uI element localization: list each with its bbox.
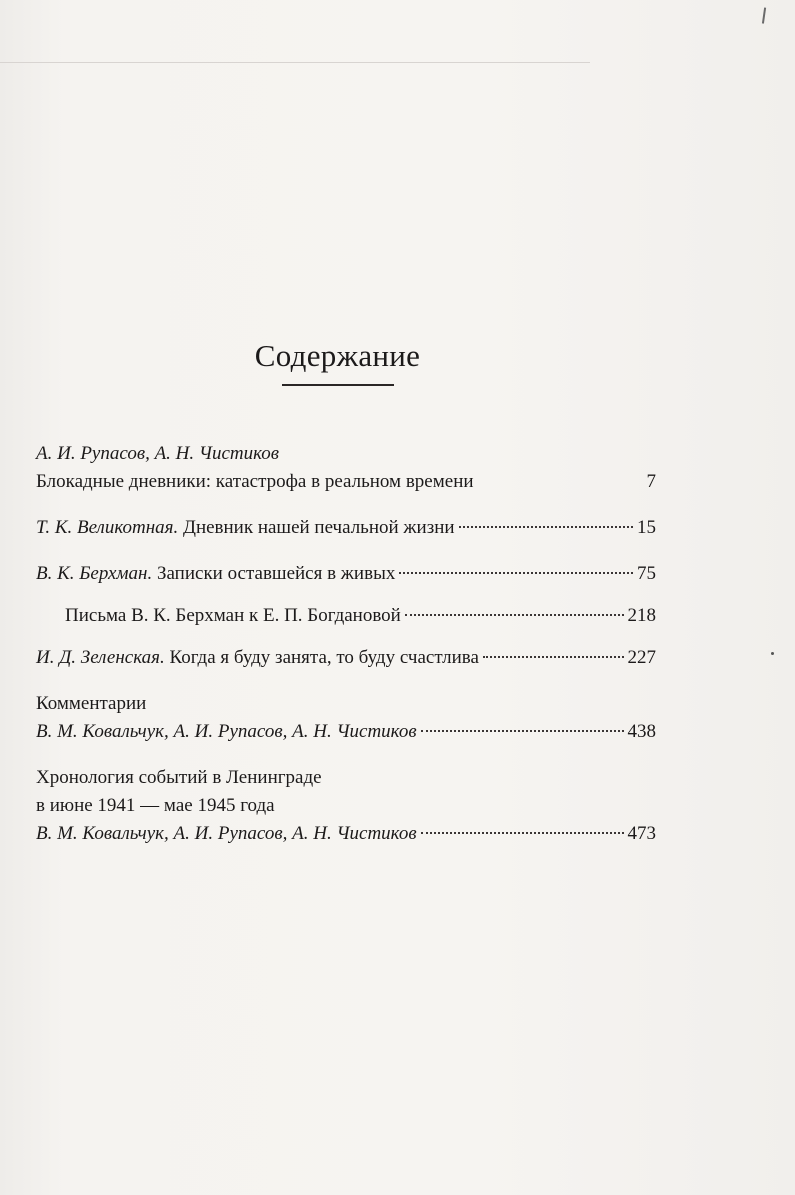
toc-entry[interactable] xyxy=(36,644,656,672)
toc-title: Дневник нашей печальной жизни xyxy=(182,517,455,538)
toc-page-number: 7 xyxy=(646,471,656,492)
toc-page-number: 438 xyxy=(627,721,656,742)
page-title: Содержание xyxy=(254,338,421,373)
toc-author: В. М. Ковальчук, А. И. Рупасов, А. Н. Чистиков xyxy=(36,721,417,742)
toc-title: Когда я буду занята, то буду счастлива xyxy=(169,647,479,668)
page-corner-mark xyxy=(762,8,772,25)
toc-leader xyxy=(405,614,624,616)
toc-title-continued: в июне 1941 — мае 1945 года xyxy=(36,795,275,816)
toc-page-number: 218 xyxy=(627,605,656,626)
toc-title-line xyxy=(36,560,395,588)
toc-page-number: 75 xyxy=(637,563,656,584)
toc-author: В. К. Берхман. xyxy=(36,563,153,584)
toc-leader xyxy=(483,656,624,658)
toc-author: А. И. Рупасов, А. Н. Чистиков xyxy=(36,443,280,464)
toc-entry[interactable] xyxy=(36,764,656,848)
toc-entry[interactable] xyxy=(36,514,656,542)
toc-leader xyxy=(399,572,633,574)
toc-title-line xyxy=(36,644,479,672)
toc-title: Хронология событий в Ленинграде xyxy=(36,767,322,788)
toc-leader xyxy=(459,526,633,528)
toc-entry[interactable] xyxy=(36,690,656,746)
toc-page-number: 473 xyxy=(627,823,656,844)
bleed-rule xyxy=(0,62,590,63)
toc-leader xyxy=(421,832,624,834)
toc-page-number: 227 xyxy=(627,647,656,668)
toc-author: Т. К. Великотная. xyxy=(36,517,179,538)
toc-entry[interactable] xyxy=(36,602,656,630)
toc-title: Комментарии xyxy=(36,693,147,714)
table-of-contents xyxy=(36,440,656,848)
toc-entry[interactable] xyxy=(36,560,656,588)
toc-entry[interactable] xyxy=(36,440,656,496)
toc-page-number: 15 xyxy=(637,517,656,538)
toc-title-line xyxy=(36,514,455,542)
toc-title: Блокадные дневники: катастрофа в реальном времени xyxy=(36,471,474,492)
toc-author: В. М. Ковальчук, А. И. Рупасов, А. Н. Чистиков xyxy=(36,823,417,844)
reverse-side-bleed xyxy=(30,70,630,214)
title-underline xyxy=(282,384,394,386)
toc-title: Письма В. К. Берхман к Е. П. Богдановой xyxy=(65,605,401,626)
toc-title: Записки оставшейся в живых xyxy=(156,563,396,584)
toc-leader xyxy=(421,730,624,732)
toc-author: И. Д. Зеленская. xyxy=(36,647,165,668)
ink-speck xyxy=(771,652,774,655)
